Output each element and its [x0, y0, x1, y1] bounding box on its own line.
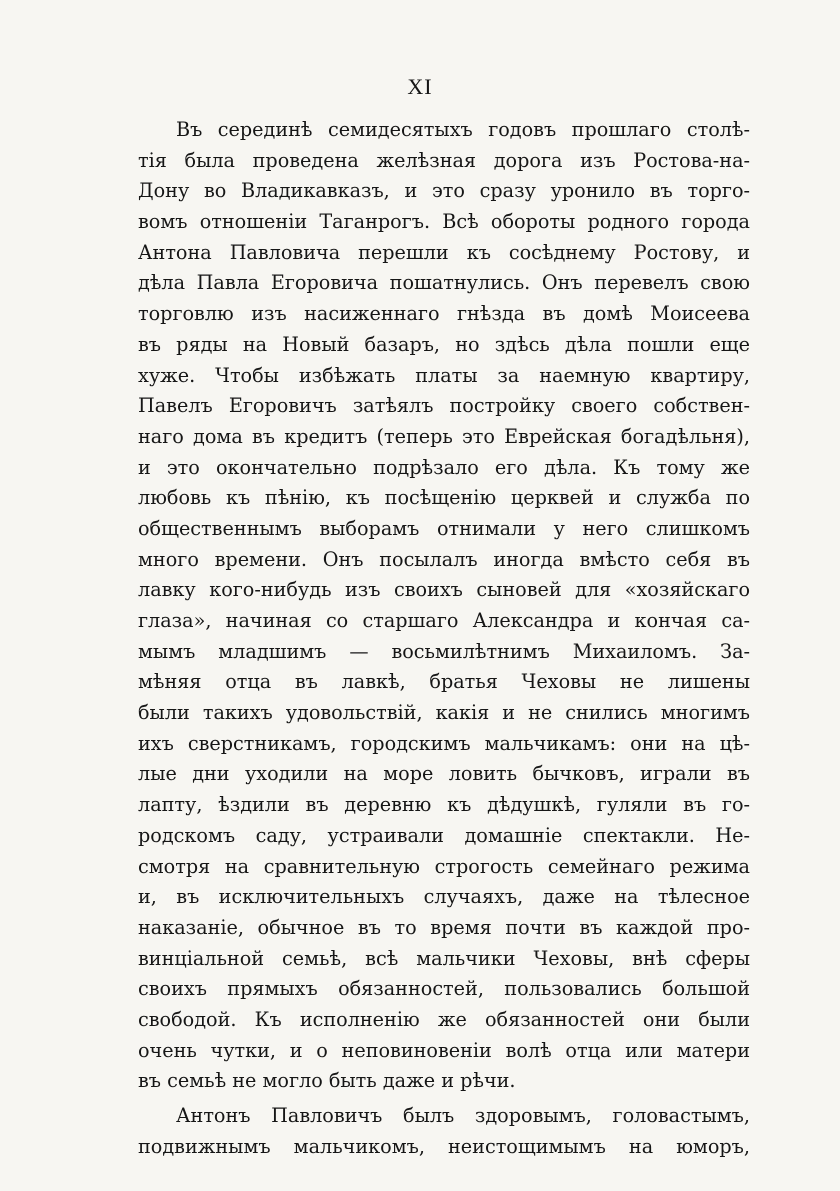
text-line: мымъ младшимъ — восьмилѣтнимъ Михаиломъ. За-	[138, 639, 750, 663]
text-line: торговлю изъ насиженнаго гнѣзда въ домѣ Моисеева	[138, 302, 750, 326]
text-line: въ ряды на Новый базаръ, но здѣсь дѣла пошли еще	[138, 332, 750, 356]
text-line: лапту, ѣздили въ деревню къ дѣдушкѣ, гуляли въ го-	[138, 793, 750, 817]
text-line: ихъ сверстникамъ, городскимъ мальчикамъ: они на цѣ-	[138, 731, 750, 755]
text-line: много времени. Онъ посылалъ иногда вмѣсто себя въ	[138, 547, 750, 571]
text-line: Антонъ Павловичъ былъ здоровымъ, головастымъ,	[176, 1104, 750, 1127]
text-line: Антона Павловича перешли къ сосѣднему Ростову, и	[138, 240, 750, 264]
text-line: тія была проведена желѣзная дорога изъ Ростова-на-	[138, 148, 750, 172]
text-line: общественнымъ выборамъ отнимали у него слишкомъ	[138, 516, 750, 540]
text-line: подвижнымъ мальчикомъ, неистощимымъ на юморъ,	[138, 1134, 750, 1158]
page-number: XI	[407, 74, 433, 99]
text-line: мѣняя отца въ лавкѣ, братья Чеховы не лишены	[138, 670, 750, 694]
text-line: лавку кого-нибудь изъ своихъ сыновей для «хозяйскаго	[138, 578, 750, 602]
text-line: хуже. Чтобы избѣжать платы за наемную квартиру,	[138, 363, 750, 387]
paragraph-2	[138, 1101, 750, 1162]
text-line: дѣла Павла Егоровича пошатнулись. Онъ перевелъ свою	[138, 271, 750, 295]
text-line: глаза», начиная со старшаго Александра и кончая са-	[138, 609, 750, 632]
text-line: лые дни уходили на море ловить бычковъ, играли въ	[138, 762, 750, 786]
text-line: винціальной семьѣ, всѣ мальчики Чеховы, внѣ сферы	[138, 946, 750, 970]
text-line: наго дома въ кредитъ (теперь это Еврейская богадѣльня),	[138, 424, 750, 448]
text-line: наказаніе, обычное въ то время почти въ каждой про-	[138, 915, 750, 939]
text-line: были такихъ удовольствій, какія и не снились многимъ	[138, 701, 750, 725]
text-line: вомъ отношеніи Таганрогъ. Всѣ обороты родного города	[138, 210, 750, 234]
paragraph-1	[138, 115, 750, 1097]
text-line: родскомъ саду, устраивали домашніе спектакли. Не-	[138, 823, 750, 847]
text-line: очень чутки, и о неповиновеніи волѣ отца или матери	[138, 1038, 750, 1062]
text-line: и это окончательно подрѣзало его дѣла. Къ тому же	[138, 455, 750, 479]
text-line: Дону во Владикавказъ, и это сразу уронило въ торго-	[138, 179, 750, 203]
text-line: своихъ прямыхъ обязанностей, пользовались большой	[138, 977, 750, 1001]
text-line: любовь къ пѣнію, къ посѣщенію церквей и служба по	[138, 486, 750, 510]
text-line: Павелъ Егоровичъ затѣялъ постройку своего собствен-	[138, 394, 750, 418]
body-text	[138, 115, 750, 1162]
text-line: въ семьѣ не могло быть даже и рѣчи.	[138, 1069, 516, 1093]
text-line: свободой. Къ исполненію же обязанностей они были	[138, 1007, 750, 1031]
text-line: смотря на сравнительную строгость семейнаго режима	[138, 854, 750, 878]
text-line: Въ серединѣ семидесятыхъ годовъ прошлаго столѣ-	[176, 118, 750, 141]
text-line: и, въ исключительныхъ случаяхъ, даже на тѣлесное	[138, 885, 750, 909]
